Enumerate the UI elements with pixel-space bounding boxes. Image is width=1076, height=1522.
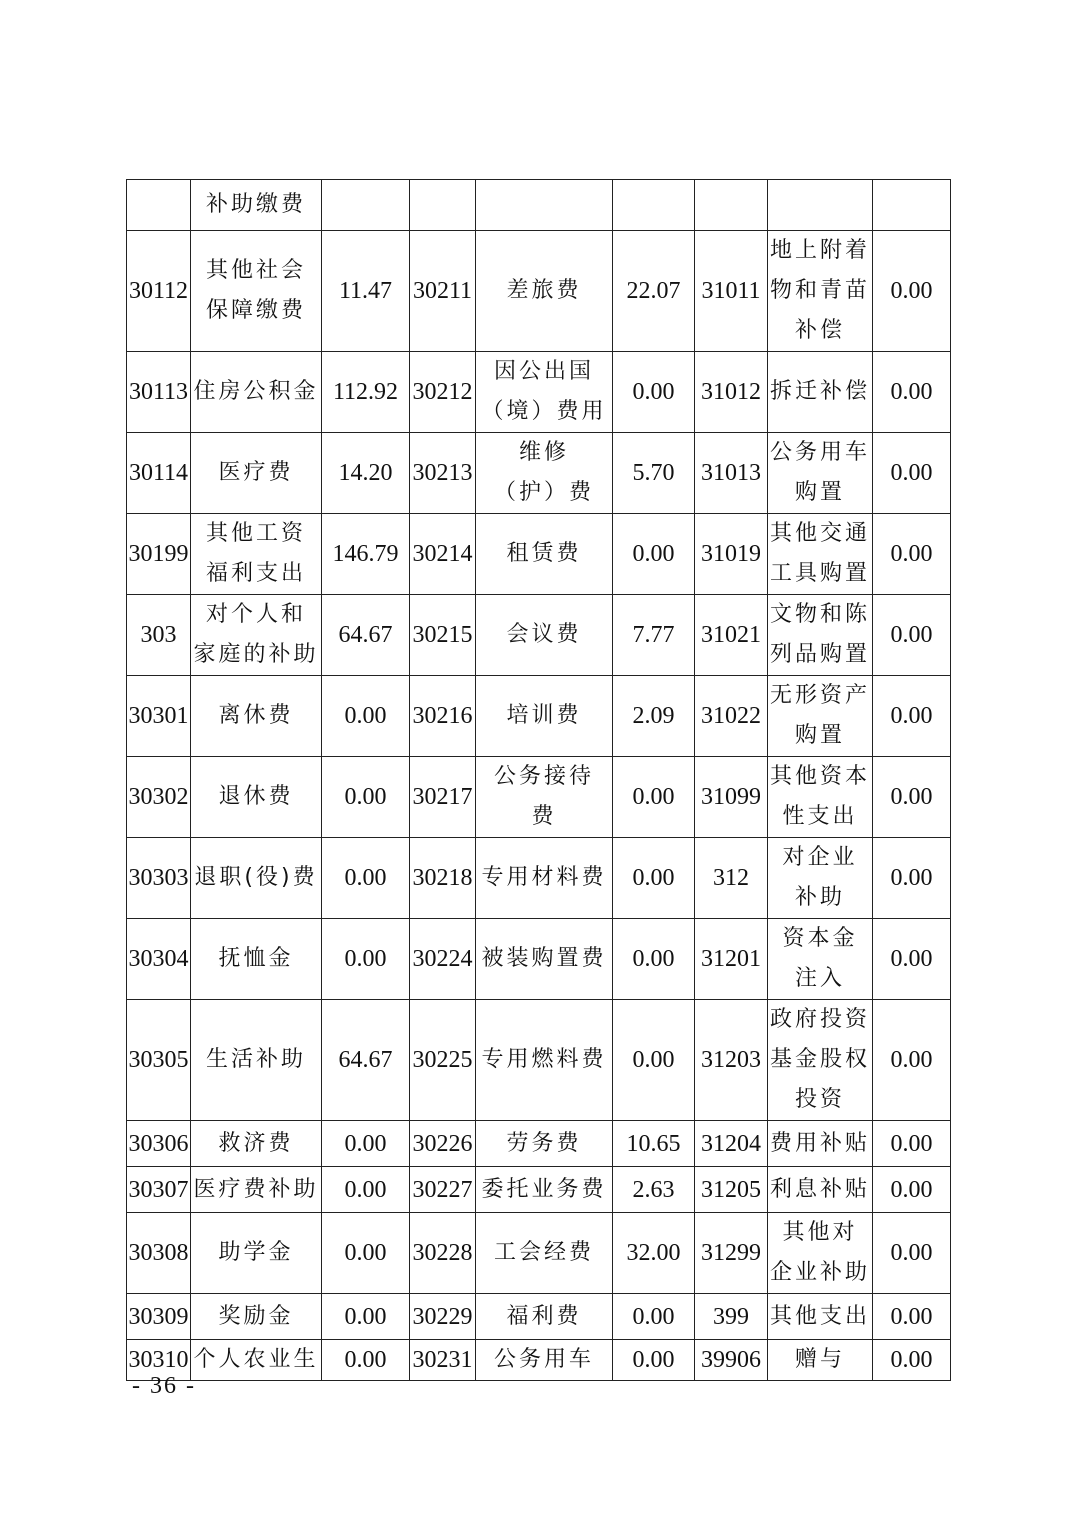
table-row: [127, 919, 951, 1000]
cell-amount-b: 0.00: [613, 514, 695, 595]
cell-amount-c: 0.00: [873, 1294, 951, 1340]
table-row: [127, 676, 951, 757]
cell-code-b: 30228: [410, 1213, 476, 1294]
cell-item-c: 赠与: [768, 1340, 873, 1381]
cell-code-a: 30113: [127, 352, 191, 433]
cell-amount-c: [873, 180, 951, 231]
cell-item-c: 其他支出: [768, 1294, 873, 1340]
table-row: [127, 1340, 951, 1381]
cell-item-b: 公务用车: [476, 1340, 613, 1381]
cell-item-b: 差旅费: [476, 231, 613, 352]
cell-amount-a: 0.00: [322, 838, 410, 919]
table-row: [127, 1000, 951, 1121]
cell-item-b: 专用燃料费: [476, 1000, 613, 1121]
page-number: - 36 -: [132, 1373, 196, 1399]
cell-item-a: 抚恤金: [191, 919, 322, 1000]
table-row: [127, 1294, 951, 1340]
cell-code-c: 31299: [695, 1213, 768, 1294]
cell-code-c: 31205: [695, 1167, 768, 1213]
cell-item-a: 退休费: [191, 757, 322, 838]
cell-amount-c: 0.00: [873, 595, 951, 676]
cell-amount-a: 0.00: [322, 1121, 410, 1167]
cell-amount-b: 5.70: [613, 433, 695, 514]
cell-amount-a: 11.47: [322, 231, 410, 352]
cell-item-a: 补助缴费: [191, 180, 322, 231]
cell-item-a: 医疗费补助: [191, 1167, 322, 1213]
cell-amount-a: 0.00: [322, 919, 410, 1000]
cell-code-a: 30302: [127, 757, 191, 838]
cell-item-b: 福利费: [476, 1294, 613, 1340]
cell-code-c: 39906: [695, 1340, 768, 1381]
cell-item-b: 劳务费: [476, 1121, 613, 1167]
cell-code-c: 31019: [695, 514, 768, 595]
cell-item-a: 其他工资 福利支出: [191, 514, 322, 595]
cell-item-a: 其他社会 保障缴费: [191, 231, 322, 352]
cell-code-a: 30304: [127, 919, 191, 1000]
cell-amount-b: 10.65: [613, 1121, 695, 1167]
cell-item-b: 培训费: [476, 676, 613, 757]
cell-amount-c: 0.00: [873, 838, 951, 919]
cell-item-c: 政府投资 基金股权 投资: [768, 1000, 873, 1121]
cell-code-b: 30227: [410, 1167, 476, 1213]
cell-code-a: 30199: [127, 514, 191, 595]
table-row: [127, 433, 951, 514]
cell-item-a: 医疗费: [191, 433, 322, 514]
cell-code-a: 303: [127, 595, 191, 676]
cell-amount-c: 0.00: [873, 1167, 951, 1213]
cell-amount-b: [613, 180, 695, 231]
cell-code-c: 399: [695, 1294, 768, 1340]
cell-item-b: [476, 180, 613, 231]
cell-code-a: 30309: [127, 1294, 191, 1340]
cell-amount-b: 32.00: [613, 1213, 695, 1294]
cell-code-c: [695, 180, 768, 231]
cell-amount-c: 0.00: [873, 1340, 951, 1381]
cell-amount-a: 14.20: [322, 433, 410, 514]
cell-amount-b: 0.00: [613, 919, 695, 1000]
cell-item-a: 奖励金: [191, 1294, 322, 1340]
cell-item-b: 委托业务费: [476, 1167, 613, 1213]
cell-amount-b: 22.07: [613, 231, 695, 352]
cell-item-b: 专用材料费: [476, 838, 613, 919]
cell-code-b: 30216: [410, 676, 476, 757]
table-row: [127, 180, 951, 231]
cell-item-b: 工会经费: [476, 1213, 613, 1294]
cell-item-a: 助学金: [191, 1213, 322, 1294]
cell-item-b: 维修 （护）费: [476, 433, 613, 514]
cell-code-b: 30217: [410, 757, 476, 838]
cell-code-b: 30226: [410, 1121, 476, 1167]
cell-amount-a: 0.00: [322, 757, 410, 838]
cell-amount-c: 0.00: [873, 1000, 951, 1121]
table-row: [127, 1167, 951, 1213]
cell-code-c: 31013: [695, 433, 768, 514]
cell-item-b: 会议费: [476, 595, 613, 676]
expenditure-table: [126, 179, 951, 1381]
cell-item-c: 对企业 补助: [768, 838, 873, 919]
cell-code-a: 30112: [127, 231, 191, 352]
cell-item-c: 费用补贴: [768, 1121, 873, 1167]
cell-item-c: 公务用车 购置: [768, 433, 873, 514]
cell-code-b: 30225: [410, 1000, 476, 1121]
table-row: [127, 1213, 951, 1294]
cell-code-b: 30229: [410, 1294, 476, 1340]
cell-item-c: 文物和陈 列品购置: [768, 595, 873, 676]
cell-item-b: 被装购置费: [476, 919, 613, 1000]
cell-code-c: 31011: [695, 231, 768, 352]
cell-amount-b: 0.00: [613, 757, 695, 838]
cell-code-b: 30212: [410, 352, 476, 433]
cell-code-b: 30213: [410, 433, 476, 514]
cell-code-c: 312: [695, 838, 768, 919]
cell-amount-a: 64.67: [322, 595, 410, 676]
cell-amount-b: 7.77: [613, 595, 695, 676]
cell-amount-a: 146.79: [322, 514, 410, 595]
cell-item-c: 地上附着 物和青苗 补偿: [768, 231, 873, 352]
cell-amount-c: 0.00: [873, 352, 951, 433]
cell-amount-a: [322, 180, 410, 231]
table-row: [127, 352, 951, 433]
cell-amount-b: 2.63: [613, 1167, 695, 1213]
cell-item-a: 对个人和 家庭的补助: [191, 595, 322, 676]
cell-code-a: 30305: [127, 1000, 191, 1121]
cell-item-c: 其他交通 工具购置: [768, 514, 873, 595]
cell-code-c: 31099: [695, 757, 768, 838]
table-row: [127, 838, 951, 919]
cell-amount-c: 0.00: [873, 919, 951, 1000]
cell-item-b: 租赁费: [476, 514, 613, 595]
cell-code-c: 31021: [695, 595, 768, 676]
cell-amount-a: 0.00: [322, 1167, 410, 1213]
cell-code-c: 31201: [695, 919, 768, 1000]
cell-amount-c: 0.00: [873, 514, 951, 595]
cell-code-b: 30224: [410, 919, 476, 1000]
cell-code-a: 30301: [127, 676, 191, 757]
table-row: [127, 757, 951, 838]
cell-code-b: 30211: [410, 231, 476, 352]
cell-code-b: 30218: [410, 838, 476, 919]
table-row: [127, 595, 951, 676]
cell-item-a: 住房公积金: [191, 352, 322, 433]
cell-amount-a: 64.67: [322, 1000, 410, 1121]
cell-amount-c: 0.00: [873, 231, 951, 352]
cell-item-c: 资本金 注入: [768, 919, 873, 1000]
cell-item-c: 拆迁补偿: [768, 352, 873, 433]
cell-code-b: [410, 180, 476, 231]
cell-code-c: 31204: [695, 1121, 768, 1167]
cell-amount-c: 0.00: [873, 1213, 951, 1294]
table-row: [127, 231, 951, 352]
cell-item-a: 个人农业生: [191, 1340, 322, 1381]
cell-item-c: 无形资产 购置: [768, 676, 873, 757]
cell-code-b: 30231: [410, 1340, 476, 1381]
cell-amount-b: 0.00: [613, 1340, 695, 1381]
cell-code-c: 31012: [695, 352, 768, 433]
cell-amount-c: 0.00: [873, 757, 951, 838]
cell-item-c: 利息补贴: [768, 1167, 873, 1213]
cell-code-c: 31022: [695, 676, 768, 757]
cell-item-a: 生活补助: [191, 1000, 322, 1121]
cell-amount-b: 0.00: [613, 352, 695, 433]
cell-code-a: 30306: [127, 1121, 191, 1167]
cell-code-a: 30307: [127, 1167, 191, 1213]
cell-amount-a: 0.00: [322, 1213, 410, 1294]
table-row: [127, 1121, 951, 1167]
cell-amount-b: 0.00: [613, 1000, 695, 1121]
cell-amount-b: 0.00: [613, 838, 695, 919]
cell-code-a: [127, 180, 191, 231]
cell-amount-a: 0.00: [322, 676, 410, 757]
table-body: [127, 180, 951, 1381]
cell-amount-b: 0.00: [613, 1294, 695, 1340]
cell-item-a: 退职(役)费: [191, 838, 322, 919]
cell-code-a: 30303: [127, 838, 191, 919]
cell-item-b: 公务接待 费: [476, 757, 613, 838]
cell-item-b: 因公出国 （境）费用: [476, 352, 613, 433]
table-row: [127, 514, 951, 595]
cell-amount-a: 0.00: [322, 1294, 410, 1340]
cell-code-b: 30214: [410, 514, 476, 595]
cell-amount-a: 112.92: [322, 352, 410, 433]
cell-code-a: 30114: [127, 433, 191, 514]
cell-item-c: 其他资本 性支出: [768, 757, 873, 838]
cell-amount-a: 0.00: [322, 1340, 410, 1381]
cell-code-b: 30215: [410, 595, 476, 676]
cell-code-c: 31203: [695, 1000, 768, 1121]
cell-item-c: 其他对 企业补助: [768, 1213, 873, 1294]
cell-amount-c: 0.00: [873, 1121, 951, 1167]
cell-item-a: 救济费: [191, 1121, 322, 1167]
cell-amount-c: 0.00: [873, 433, 951, 514]
cell-code-a: 30310: [127, 1340, 191, 1381]
cell-amount-b: 2.09: [613, 676, 695, 757]
cell-item-c: [768, 180, 873, 231]
cell-code-a: 30308: [127, 1213, 191, 1294]
cell-amount-c: 0.00: [873, 676, 951, 757]
cell-item-a: 离休费: [191, 676, 322, 757]
